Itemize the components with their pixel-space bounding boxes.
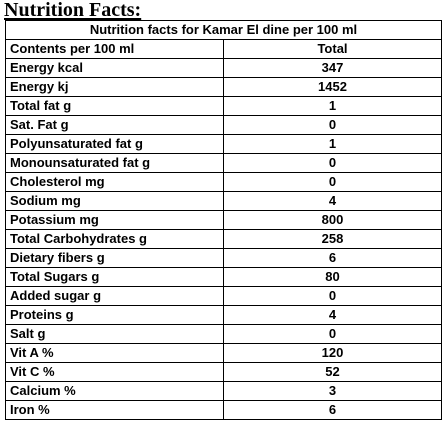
page-title: Nutrition Facts: <box>4 0 142 21</box>
nutrient-name: Potassium mg <box>6 211 224 230</box>
table-header-row <box>6 40 442 59</box>
nutrient-value: 0 <box>224 154 442 173</box>
nutrient-name: Total Sugars g <box>6 268 224 287</box>
nutrient-name: Polyunsaturated fat g <box>6 135 224 154</box>
table-row <box>6 363 442 382</box>
table-row <box>6 135 442 154</box>
nutrient-name: Energy kj <box>6 78 224 97</box>
table-row <box>6 97 442 116</box>
nutrient-value: 258 <box>224 230 442 249</box>
nutrition-table <box>5 20 442 420</box>
nutrient-value: 3 <box>224 382 442 401</box>
nutrient-value: 1 <box>224 135 442 154</box>
table-row <box>6 154 442 173</box>
nutrient-name: Added sugar g <box>6 287 224 306</box>
table-row <box>6 382 442 401</box>
nutrient-name: Energy kcal <box>6 59 224 78</box>
nutrient-name: Cholesterol mg <box>6 173 224 192</box>
nutrient-value: 80 <box>224 268 442 287</box>
nutrient-name: Calcium % <box>6 382 224 401</box>
nutrient-name: Vit A % <box>6 344 224 363</box>
table-row <box>6 230 442 249</box>
nutrient-value: 52 <box>224 363 442 382</box>
nutrient-value: 120 <box>224 344 442 363</box>
table-row <box>6 401 442 420</box>
nutrient-value: 4 <box>224 192 442 211</box>
nutrient-value: 0 <box>224 325 442 344</box>
nutrient-name: Sat. Fat g <box>6 116 224 135</box>
nutrient-name: Vit C % <box>6 363 224 382</box>
nutrient-value: 0 <box>224 287 442 306</box>
table-row <box>6 116 442 135</box>
table-caption-row <box>6 21 442 40</box>
nutrient-value: 0 <box>224 173 442 192</box>
nutrient-name: Dietary fibers g <box>6 249 224 268</box>
table-row <box>6 249 442 268</box>
table-row <box>6 78 442 97</box>
nutrient-name: Sodium mg <box>6 192 224 211</box>
nutrient-value: 4 <box>224 306 442 325</box>
table-row <box>6 268 442 287</box>
table-row <box>6 211 442 230</box>
table-row <box>6 287 442 306</box>
table-row <box>6 344 442 363</box>
column-header-contents: Contents per 100 ml <box>6 40 224 59</box>
nutrient-value: 6 <box>224 249 442 268</box>
table-row <box>6 306 442 325</box>
nutrient-value: 800 <box>224 211 442 230</box>
nutrient-value: 1452 <box>224 78 442 97</box>
table-caption: Nutrition facts for Kamar El dine per 100 ml <box>6 21 442 40</box>
nutrient-value: 1 <box>224 97 442 116</box>
nutrient-name: Iron % <box>6 401 224 420</box>
table-row <box>6 59 442 78</box>
nutrient-name: Salt g <box>6 325 224 344</box>
table-row <box>6 325 442 344</box>
table-row <box>6 173 442 192</box>
nutrient-value: 347 <box>224 59 442 78</box>
nutrient-name: Proteins g <box>6 306 224 325</box>
nutrient-value: 0 <box>224 116 442 135</box>
column-header-total: Total <box>224 40 442 59</box>
nutrient-name: Monounsaturated fat g <box>6 154 224 173</box>
table-body <box>6 21 442 420</box>
nutrient-name: Total Carbohydrates g <box>6 230 224 249</box>
nutrient-value: 6 <box>224 401 442 420</box>
table-row <box>6 192 442 211</box>
nutrient-name: Total fat g <box>6 97 224 116</box>
